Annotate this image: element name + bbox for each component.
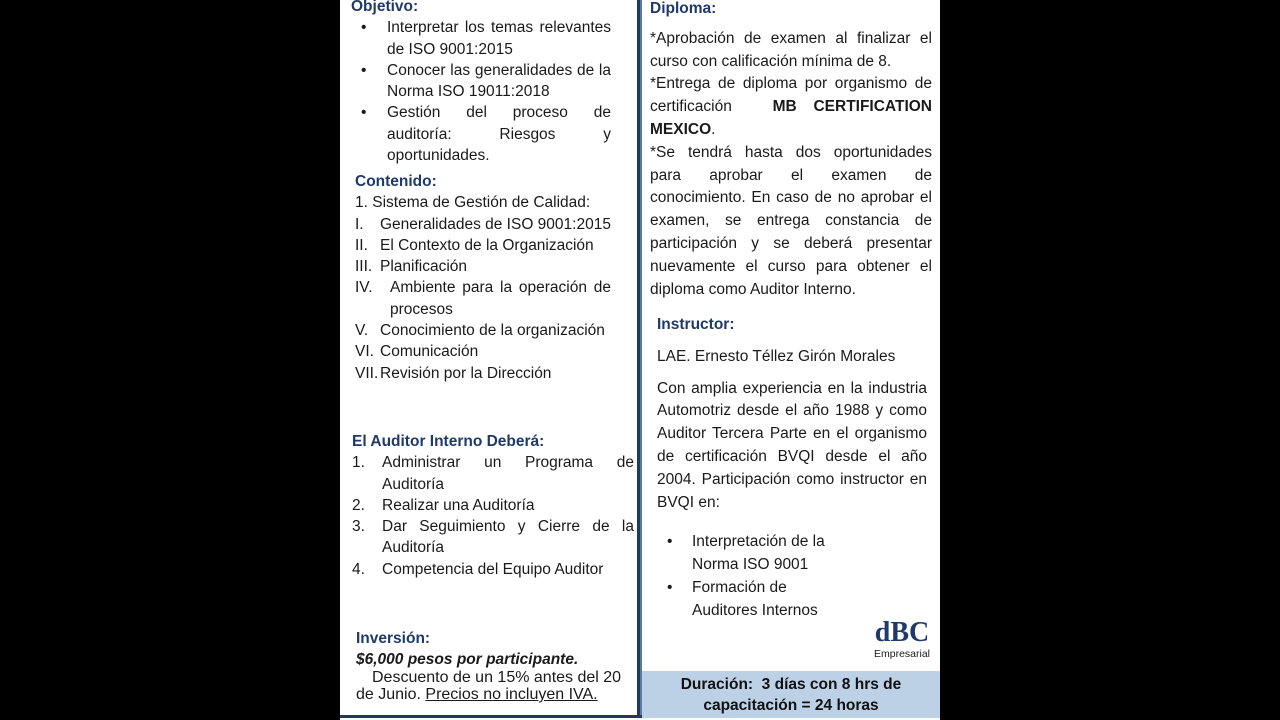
contenido-item: III. Planificación [355, 258, 468, 276]
logo-subtitle: Empresarial [873, 648, 931, 660]
contenido-heading: 1. Sistema de Gestión de Calidad: [355, 194, 591, 212]
dbc-logo [868, 618, 936, 660]
contenido-item: VII. Revisión por la Dirección [355, 364, 552, 382]
auditor-item: 2. Realizar una Auditoría [352, 496, 535, 514]
bullet: • [361, 104, 367, 122]
instructor-name: LAE. Ernesto Téllez Girón Morales [657, 347, 896, 365]
contenido-item: V. Conocimiento de la organización [355, 322, 605, 340]
inversion-title: Inversión: [356, 630, 431, 647]
instructor-list [657, 531, 847, 622]
contenido-section [355, 171, 611, 384]
objetivo-item: • Conocer las generalidades de la Norma ISO 19011:2018 [361, 61, 611, 101]
bullet: • [361, 19, 367, 37]
auditor-item: 1. Administrar un Programa de Auditoría [352, 454, 634, 493]
inversion-section [356, 628, 628, 704]
diploma-p2: *Entrega de diploma por organismo de certificación MB CERTIFICATION MEXICO. [650, 75, 933, 138]
auditor-section [352, 431, 634, 580]
price-text: $6,000 pesos por participante. [356, 651, 579, 668]
instructor-item: • Formación de Auditores Internos [667, 578, 818, 619]
certifier-name: MB CERTIFICATION MEXICO [650, 98, 933, 138]
duration-line-2: capacitación = 24 horas [703, 697, 879, 714]
logo-mark: dBC [874, 617, 930, 648]
duration-line-1: Duración: 3 días con 8 hrs de [680, 676, 902, 693]
objetivo-item: • Gestión del proceso de auditoría: Riesgos y oportunidades. [361, 104, 611, 165]
instructor-title: Instructor: [657, 316, 735, 333]
instructor-section [657, 314, 927, 623]
diploma-section [650, 0, 932, 301]
contenido-item: VI. Comunicación [355, 343, 479, 361]
contenido-item: II. El Contexto de la Organización [355, 236, 594, 254]
instructor-item: • Interpretación de la Norma ISO 9001 [667, 533, 825, 574]
contenido-item: I. Generalidades de ISO 9001:2015 [355, 215, 611, 233]
auditor-item: 4. Competencia del Equipo Auditor [352, 560, 604, 578]
auditor-title: El Auditor Interno Deberá: [352, 433, 545, 450]
duration-box [642, 671, 940, 718]
objetivo-section [351, 0, 611, 166]
column-divider-accent [640, 0, 642, 718]
diploma-p1: *Aprobación de examen al finalizar el curso con calificación mínima de 8. [650, 29, 932, 70]
bullet: • [667, 533, 673, 551]
contenido-title: Contenido: [355, 173, 437, 190]
diploma-p3: *Se tendrá hasta dos oportunidades para aprobar el examen de conocimiento. En caso de no aprobar el examen, se entrega constancia de participación y se deberá presentar nuevamente el curso para obtener el diploma como Auditor Interno. [650, 143, 932, 298]
diploma-title: Diploma: [650, 0, 717, 17]
auditor-item: 3. Dar Seguimiento y Cierre de la Auditoría [352, 518, 634, 557]
objetivo-title: Objetivo: [351, 0, 419, 15]
objetivo-item: • Interpretar los temas relevantes de ISO 9001:2015 [361, 19, 611, 58]
contenido-item: IV. Ambiente para la operación de procesos [355, 279, 611, 318]
iva-note: Precios no incluyen IVA. [425, 686, 598, 703]
discount-text: Descuento de un 15% antes del 20 de Junio. Precios no incluyen IVA. [356, 668, 622, 703]
bullet: • [361, 61, 367, 79]
instructor-bio: Con amplia experiencia en la industria Automotriz desde el año 1988 y como Auditor Tercera Parte en el organismo de certificación BVQI desde el año 2004. Participación como instructor en BVQI en: [657, 379, 927, 511]
bullet: • [667, 578, 673, 596]
